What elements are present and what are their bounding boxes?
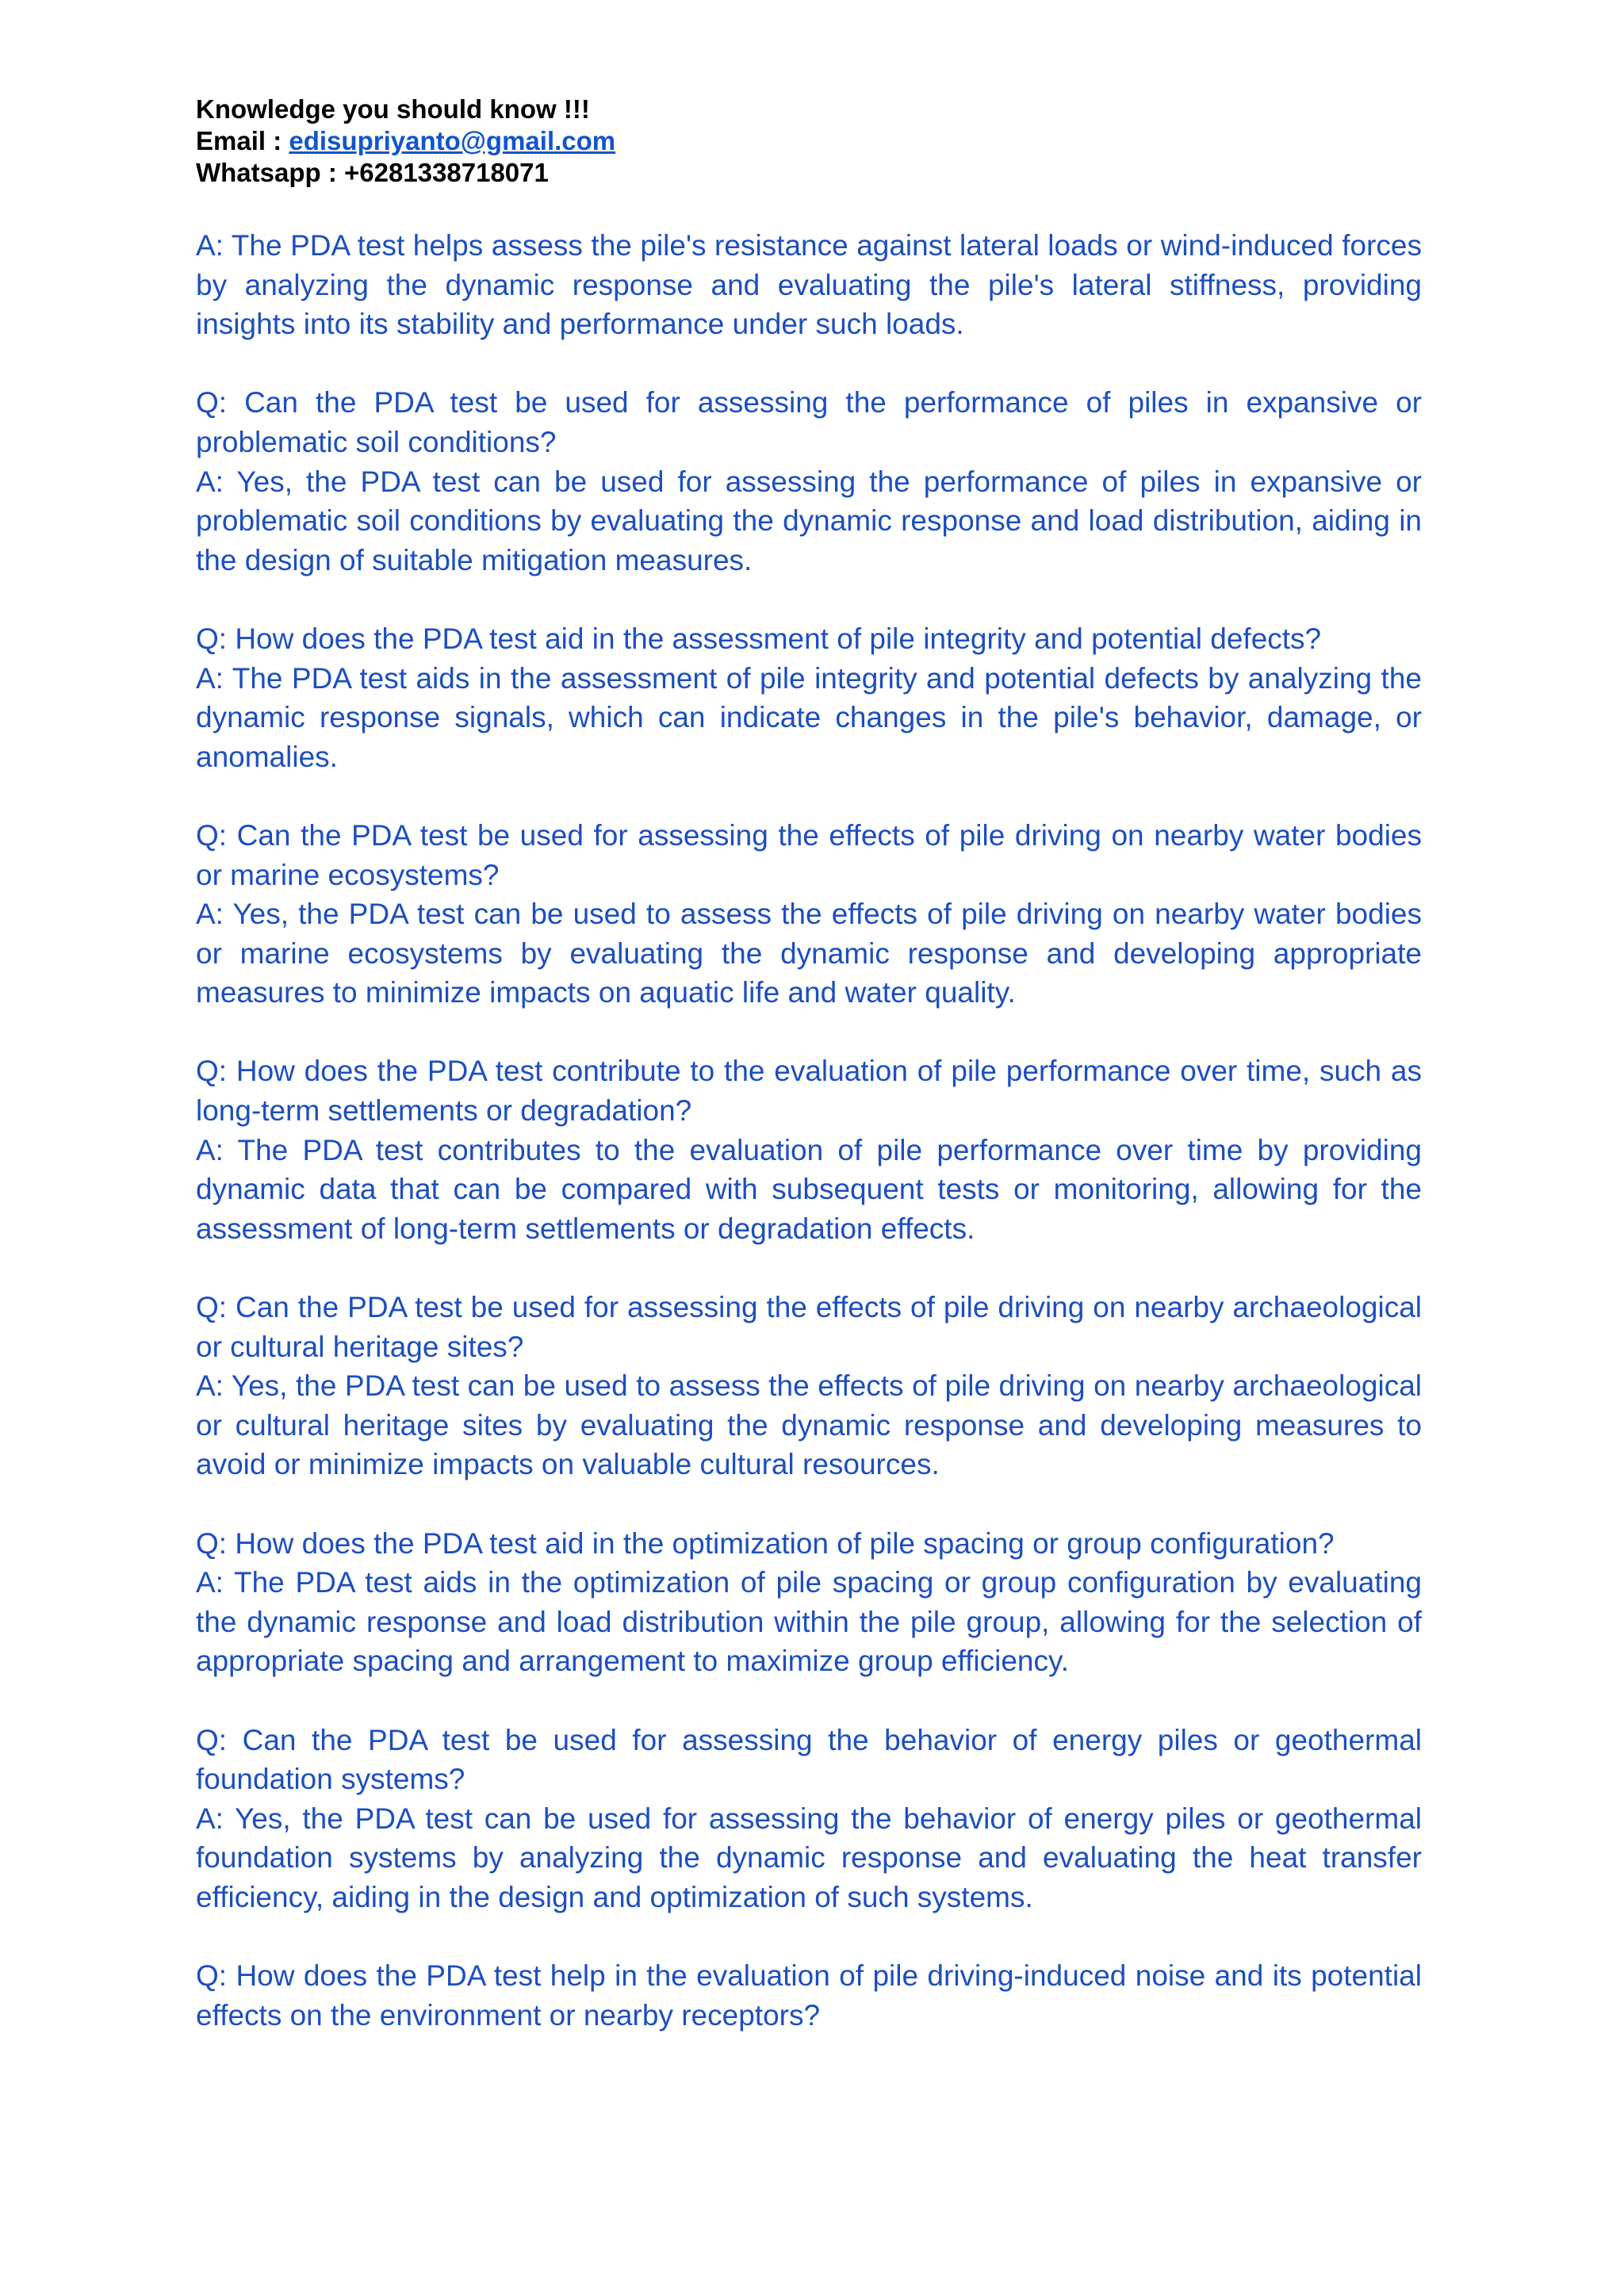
- qa-item: [196, 1524, 1422, 1681]
- final-question: Q: How does the PDA test help in the evaluation of pile driving-induced noise and its potential effects on the environment or nearby receptors?: [196, 1959, 1422, 2032]
- final-question-block: [196, 1956, 1422, 2035]
- email-label: Email :: [196, 126, 289, 155]
- qa-item: [196, 383, 1422, 580]
- email-line: [196, 125, 1422, 157]
- answer: A: Yes, the PDA test can be used for assessing the performance of piles in expansive or problematic soil conditions by evaluating the dynamic response and load distribution, aiding in the design of suitable mitigation measures.: [196, 465, 1422, 576]
- question: Q: How does the PDA test contribute to the evaluation of pile performance over time, such as long-term settlements or degradation?: [196, 1055, 1422, 1128]
- answer: A: The PDA test aids in the assessment of pile integrity and potential defects by analyzing the dynamic response signals, which can indicate changes in the pile's behavior, damage, or anomalies.: [196, 661, 1422, 773]
- qa-item: [196, 816, 1422, 1013]
- email-link[interactable]: edisupriyanto@gmail.com: [289, 126, 616, 155]
- answer: A: Yes, the PDA test can be used to assess the effects of pile driving on nearby archaeological or cultural heritage sites by evaluating the dynamic response and developing measures to avoid or minimize impacts on valuable cultural resources.: [196, 1369, 1422, 1481]
- question: Q: Can the PDA test be used for assessing the effects of pile driving on nearby archaeological or cultural heritage sites?: [196, 1291, 1422, 1363]
- intro-block: [196, 226, 1422, 344]
- intro-answer: A: The PDA test helps assess the pile's resistance against lateral loads or wind-induced forces by analyzing the dynamic response and evaluating the pile's lateral stiffness, providing insights into its stability and performance under such loads.: [196, 229, 1422, 341]
- answer: A: Yes, the PDA test can be used for assessing the behavior of energy piles or geothermal foundation systems by analyzing the dynamic response and evaluating the heat transfer efficiency, aiding in the design and optimization of such systems.: [196, 1802, 1422, 1913]
- question: Q: Can the PDA test be used for assessing the behavior of energy piles or geothermal foundation systems?: [196, 1723, 1422, 1796]
- document-header: [196, 94, 1422, 189]
- page-content: [196, 94, 1422, 2074]
- document-title: Knowledge you should know !!!: [196, 94, 590, 124]
- qa-item: [196, 1721, 1422, 1917]
- whatsapp-line: Whatsapp : +6281338718071: [196, 158, 549, 187]
- qa-item: [196, 1288, 1422, 1484]
- qa-content: [196, 226, 1422, 2035]
- answer: A: The PDA test contributes to the evaluation of pile performance over time by providing dynamic data that can be compared with subsequent tests or monitoring, allowing for the assessment of long-term settlements or degradation effects.: [196, 1133, 1422, 1245]
- question: Q: How does the PDA test aid in the optimization of pile spacing or group configuration?: [196, 1526, 1335, 1560]
- question: Q: Can the PDA test be used for assessing the effects of pile driving on nearby water bodies or marine ecosystems?: [196, 818, 1422, 891]
- answer: A: Yes, the PDA test can be used to assess the effects of pile driving on nearby water bodies or marine ecosystems by evaluating the dynamic response and developing appropriate measures to minimize impacts on aquatic life and water quality.: [196, 898, 1422, 1009]
- question: Q: How does the PDA test aid in the assessment of pile integrity and potential defects?: [196, 622, 1322, 655]
- answer: A: The PDA test aids in the optimization of pile spacing or group configuration by evaluating the dynamic response and load distribution within the pile group, allowing for the selection of appropriate spacing and arrangement to maximize group efficiency.: [196, 1566, 1422, 1678]
- qa-item: [196, 1051, 1422, 1248]
- qa-item: [196, 619, 1422, 776]
- question: Q: Can the PDA test be used for assessing the performance of piles in expansive or problematic soil conditions?: [196, 386, 1422, 458]
